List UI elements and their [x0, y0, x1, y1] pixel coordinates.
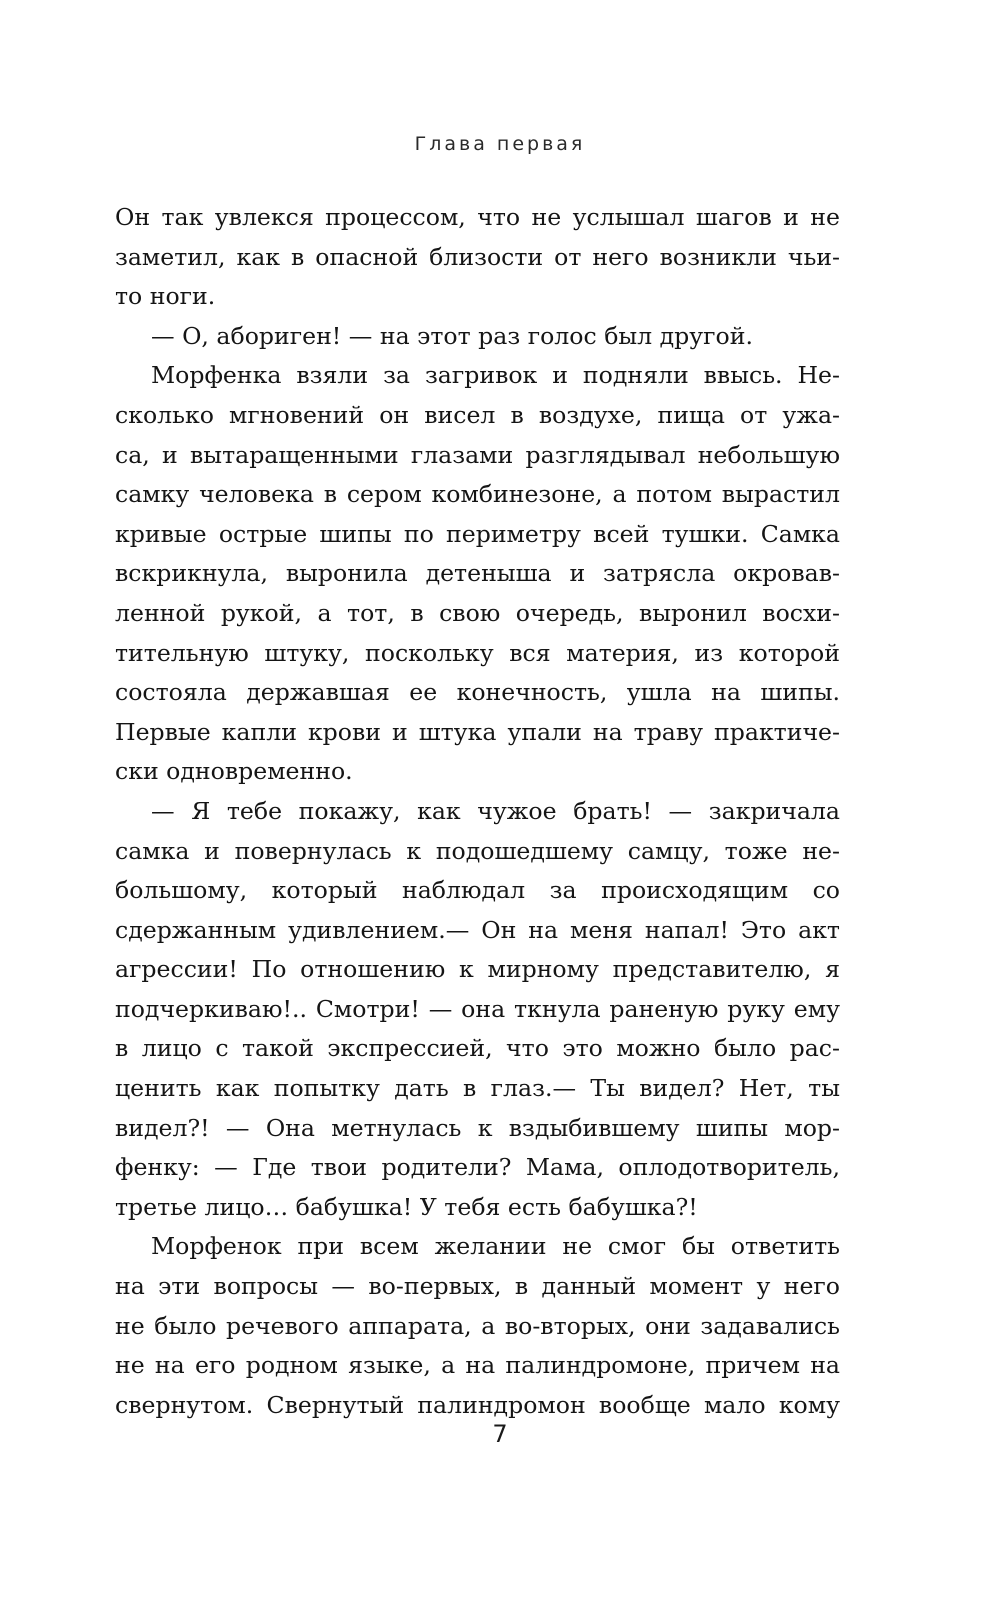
text-line: ценить как попытку дать в глаз.— Ты видел? Нет, ты: [115, 1074, 840, 1103]
text-line: ски одновременно.: [115, 757, 353, 786]
text-line: самку человека в сером комбинезоне, а потом вырастил: [115, 480, 840, 509]
text-line: — Я тебе покажу, как чужое брать! — закричала: [151, 796, 840, 825]
chapter-title: Глава первая: [414, 133, 586, 155]
text-line: сдержанным удивлением.— Он на меня напал! Это акт: [115, 915, 840, 944]
text-line: то ноги.: [115, 282, 216, 311]
body-text: [115, 198, 840, 1425]
text-line: сколько мгновений он висел в воздухе, пища от ужа-: [115, 400, 840, 429]
text-line: большому, который наблюдал за происходящим со: [115, 876, 840, 905]
text-line: ленной рукой, а тот, в свою очередь, выронил восхи-: [115, 598, 840, 627]
text-line: Он так увлекся процессом, что не услышал шагов и не: [115, 203, 840, 231]
text-line: Морфенок при всем желании не смог бы ответить: [151, 1232, 840, 1261]
text-line: третье лицо… бабушка! У тебя есть бабушка?!: [115, 1192, 698, 1221]
text-line: фенку: — Где твои родители? Мама, оплодотворитель,: [115, 1153, 840, 1182]
text-line: не было речевого аппарата, а во-вторых, они задавались: [115, 1311, 840, 1340]
text-line: на эти вопросы — во-первых, в данный момент у него: [115, 1272, 840, 1301]
text-line: са, и вытаращенными глазами разглядывал небольшую: [115, 440, 840, 469]
text-line: Морфенка взяли за загривок и подняли ввысь. Не-: [151, 361, 840, 390]
text-line: вскрикнула, выронила детеныша и затрясла окровав-: [115, 559, 840, 588]
text-line: кривые острые шипы по периметру всей тушки. Самка: [115, 519, 840, 548]
text-line: свернутом. Свернутый палиндромон вообще мало кому: [115, 1390, 840, 1419]
text-line: агрессии! По отношению к мирному представителю, я: [115, 955, 840, 984]
text-line: заметил, как в опасной близости от него возникли чьи-: [115, 242, 840, 271]
text-line: состояла державшая ее конечность, ушла на шипы.: [115, 678, 840, 707]
text-line: в лицо с такой экспрессией, что это можно было рас-: [115, 1034, 840, 1063]
page-number: 7: [492, 1420, 508, 1448]
text-line: не на его родном языке, а на палиндромоне, причем на: [115, 1351, 840, 1380]
text-line: — О, абориген! — на этот раз голос был другой.: [151, 321, 753, 350]
text-line: самка и повернулась к подошедшему самцу, тоже не-: [115, 836, 840, 865]
text-line: Первые капли крови и штука упали на траву практиче-: [115, 717, 840, 746]
text-line: тительную штуку, поскольку вся материя, из которой: [115, 638, 840, 667]
text-line: подчеркиваю!.. Смотри! — она ткнула раненую руку ему: [115, 994, 840, 1023]
text-line: видел?! — Она метнулась к вздыбившему шипы мор-: [115, 1113, 840, 1142]
